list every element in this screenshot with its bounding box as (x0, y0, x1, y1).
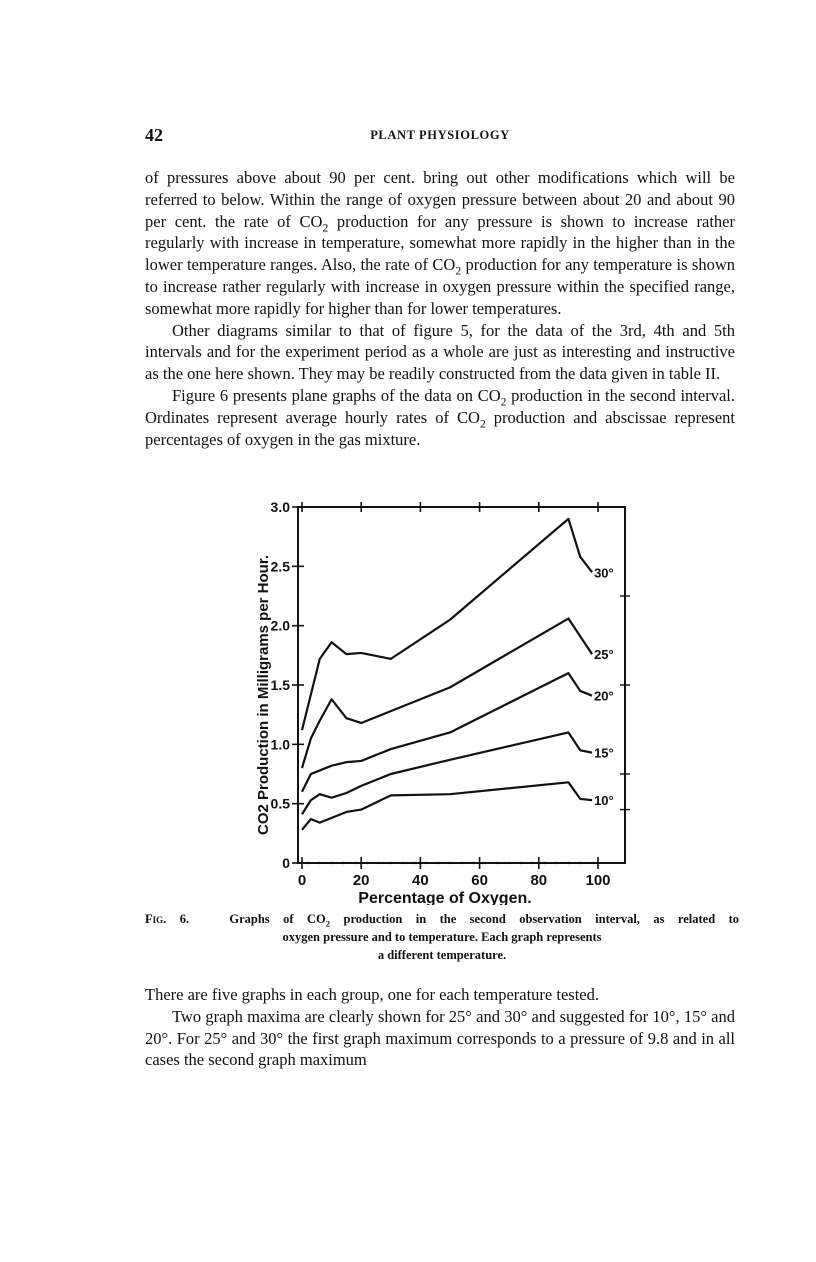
series-line (302, 673, 592, 792)
paragraph: Other diagrams similar to that of figure 5, for the data of the 3rd, 4th and 5th intervals and for the experiment period as a whole are just as interesting and instructive as the one here shown. They may be readily constructed from the data given in table II. (145, 320, 735, 384)
paragraph: Figure 6 presents plane graphs of the data on $CO_2$ production in the second interval. Ordinates represent average hourly rates of $CO_2$ production and abscissae represent percentages of oxygen in the gas mixture. (145, 385, 736, 449)
y-axis-label: CO2 Production in Milligrams per Hour. (255, 554, 272, 836)
figure-6 (240, 495, 650, 905)
x-minor-dot (472, 862, 474, 864)
paragraph: Two graph maxima are clearly shown for 25° and 30° and suggested for 10°, 15° and 20°. For 25° and 30° the first graph maximum corresponds to a pressure of 9.8 and in all cases the second graph maximum (145, 1006, 735, 1070)
y-tick-label: 3.0 (270, 499, 290, 515)
x-tick-label: 60 (471, 872, 488, 889)
figure-label: Fig. 6. (145, 912, 190, 926)
caption-line-3: a different temperature. (377, 948, 507, 962)
body-text-top (145, 167, 735, 450)
x-minor-dot (390, 862, 392, 864)
x-minor-dot (413, 862, 415, 864)
x-minor-dot (508, 862, 510, 864)
series-label: 15° (594, 745, 614, 761)
x-minor-dot (378, 862, 380, 864)
y-tick-label: 1.0 (270, 736, 290, 753)
x-axis-label: Percentage of Oxygen. (358, 890, 532, 905)
x-minor-dot (579, 862, 581, 864)
series-label: 10° (594, 793, 614, 809)
x-minor-dot (319, 862, 321, 864)
x-minor-dot (520, 862, 522, 864)
x-minor-dot (532, 862, 534, 864)
x-tick-label: 80 (530, 872, 548, 889)
running-head: PLANT PHYSIOLOGY (370, 128, 510, 142)
x-minor-dot (354, 862, 356, 864)
body-text-bottom (145, 984, 735, 1071)
x-minor-dot (437, 862, 439, 864)
x-minor-dot (555, 862, 557, 864)
figure-caption (145, 910, 739, 964)
x-minor-dot (591, 862, 593, 864)
x-tick-label: 20 (352, 872, 370, 889)
x-minor-dot (342, 862, 344, 864)
x-minor-dot (544, 862, 546, 864)
x-minor-dot (366, 862, 368, 864)
x-minor-dot (449, 862, 451, 864)
y-tick-label: 0 (282, 855, 290, 871)
series-line (302, 519, 592, 730)
y-tick-label: 0.5 (270, 795, 290, 812)
page-number: 42 (145, 125, 163, 145)
x-minor-dot (567, 862, 569, 864)
paragraph: There are five graphs in each group, one for each temperature tested. (145, 985, 599, 1004)
series-label: 30° (594, 565, 614, 581)
caption-text-1: Graphs of $CO_2$ production in the second observation interval, as related to (229, 912, 740, 929)
paragraph: of pressures above about 90 per cent. bring out other modifications which will be referred to below. Within the range of oxygen pressure between about 20 and about 90 per cent. the rate of $CO_2$ production for any pressure is shown to increase rather regularly with increase in temperature, somewhat more rapidly in the higher than in the lower temperature ranges. Also, the rate of $CO_2$ production for any temperature is shown to increase rather regularly with increase in oxygen pressure within the specified range, somewhat more rapidly for higher than for lower temperatures. (145, 168, 735, 318)
series-line (302, 732, 592, 814)
x-tick-label: 40 (412, 872, 429, 889)
x-minor-dot (307, 862, 309, 864)
x-minor-dot (401, 862, 403, 864)
x-minor-dot (461, 862, 463, 864)
page-header (145, 125, 735, 149)
x-minor-dot (484, 862, 486, 864)
y-tick-label: 1.5 (270, 677, 290, 693)
x-minor-dot (496, 862, 498, 864)
series-line (302, 619, 592, 769)
x-tick-label: 100 (585, 872, 611, 889)
caption-line-2: oxygen pressure and to temperature. Each graph represents (282, 930, 602, 944)
series-line (302, 782, 592, 829)
series-label: 25° (594, 647, 614, 663)
caption-line-1 (145, 910, 739, 928)
x-minor-dot (425, 862, 427, 864)
x-tick-label: 0 (297, 872, 307, 889)
y-tick-label: 2.5 (270, 558, 290, 575)
x-minor-dot (330, 862, 332, 864)
y-tick-label: 2.0 (270, 617, 290, 634)
series-label: 20° (594, 688, 614, 704)
co2-line-chart (240, 495, 650, 905)
